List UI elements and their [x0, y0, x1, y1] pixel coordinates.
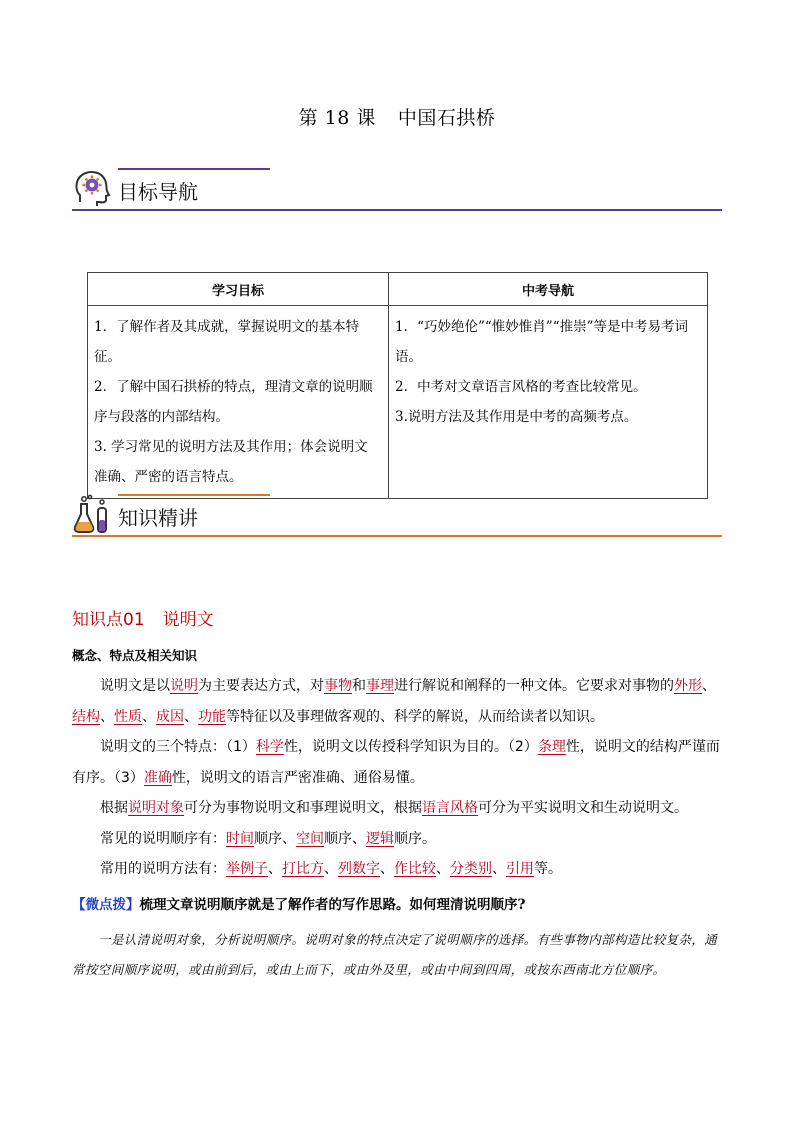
header-bottom-rule — [72, 209, 722, 211]
list-item: 1．“巧妙绝伦”“惟妙惟肖”“推崇”等是中考易考词语。 — [395, 319, 688, 365]
section-knowledge-header — [72, 494, 722, 540]
exam-guide-cell — [389, 306, 708, 499]
learning-goals-cell — [88, 306, 389, 499]
head-gear-icon — [72, 168, 112, 208]
keyword: 时间 — [226, 830, 254, 847]
keyword: 准确 — [143, 769, 172, 786]
keyword: 分类别 — [450, 861, 492, 877]
keyword: 功能 — [198, 708, 226, 725]
paragraph-classification: 根据说明对象可分为事物说明文和事理说明文，根据语言风格可分为平实说明文和生动说明文。 — [100, 800, 688, 816]
section-goals-header — [72, 168, 722, 214]
list-item: 3.说明方法及其作用是中考的高频考点。 — [395, 409, 638, 425]
list-item: 3. 学习常见的说明方法及其作用；体会说明文准确、严密的语言特点。 — [94, 439, 368, 485]
lab-flask-icon — [72, 494, 112, 534]
paragraph-orders: 常见的说明顺序有：时间顺序、空间顺序、逻辑顺序。 — [100, 830, 436, 847]
goals-table — [87, 272, 708, 499]
tip-title: 梳理文章说明顺序就是了解作者的写作思路。如何理清说明顺序? — [139, 897, 526, 913]
header-learning-goals: 学习目标 — [88, 273, 389, 306]
section-knowledge-title: 知识精讲 — [118, 506, 198, 530]
section-goals-title: 目标导航 — [118, 180, 198, 204]
keyword: 逻辑 — [366, 830, 394, 847]
knowledge-point-title — [72, 605, 214, 630]
knowledge-body — [72, 671, 724, 885]
keyword: 语言风格 — [422, 800, 478, 816]
keyword: 成因 — [156, 708, 184, 725]
list-item: 2．中考对文章语言风格的考查比较常见。 — [395, 379, 647, 395]
keyword: 作比较 — [394, 861, 436, 877]
keyword: 结构 — [72, 708, 100, 725]
keyword: 说明对象 — [128, 800, 184, 816]
list-item: 2．了解中国石拱桥的特点，理清文章的说明顺序与段落的内部结构。 — [94, 379, 373, 425]
header-exam-guide: 中考导航 — [389, 273, 708, 306]
keyword: 空间 — [296, 830, 324, 847]
header-bottom-rule — [72, 535, 722, 537]
knowledge-point-code: 知识点01 — [72, 610, 145, 630]
knowledge-point-name: 说明文 — [162, 610, 214, 630]
tip-body — [72, 925, 722, 985]
lesson-title — [0, 103, 794, 130]
keyword: 举例子 — [226, 861, 268, 877]
keyword: 外形 — [674, 678, 702, 694]
paragraph-features: 说明文的三个特点：（1）科学性，说明文以传授科学知识为目的。（2）条理性，说明文的结构严谨而有序。（3）准确性，说明文的语言严密准确、通俗易懂。 — [72, 739, 720, 786]
knowledge-subtitle: 概念、特点及相关知识 — [72, 648, 198, 663]
tip-tag: 【微点拨】 — [72, 897, 140, 913]
lesson-number: 第 18 课 — [298, 107, 376, 129]
keyword: 引用 — [506, 861, 534, 877]
keyword: 打比方 — [282, 861, 324, 877]
lesson-name: 中国石拱桥 — [397, 107, 496, 129]
table-header-row — [88, 273, 708, 306]
keyword: 说明 — [170, 678, 198, 694]
header-top-rule — [118, 494, 270, 496]
keyword: 科学 — [255, 739, 284, 755]
paragraph-methods: 常用的说明方法有：举例子、打比方、列数字、作比较、分类别、引用等。 — [100, 861, 562, 877]
keyword: 性质 — [114, 708, 142, 725]
tip-paragraph: 一是认清说明对象，分析说明顺序。说明对象的特点决定了说明顺序的选择。有些事物内部构造比较复杂，通常按空间顺序说明，或由前到后，或由上而下，或由外及里，或由中间到四周，或按东西南北方位顺序。 — [72, 932, 718, 977]
list-item: 1．了解作者及其成就，掌握说明文的基本特征。 — [94, 319, 360, 365]
header-top-rule — [118, 168, 270, 170]
keyword: 事物 — [324, 678, 352, 694]
tip-heading — [72, 893, 722, 913]
keyword: 条理 — [537, 739, 566, 755]
keyword: 列数字 — [338, 861, 380, 877]
keyword: 事理 — [366, 678, 394, 694]
table-row — [88, 306, 708, 499]
paragraph-definition: 说明文是以说明为主要表达方式，对事物和事理进行解说和阐释的一种文体。它要求对事物的外形、结构、性质、成因、功能等特征以及事理做客观的、科学的解说，从而给读者以知识。 — [72, 678, 716, 725]
